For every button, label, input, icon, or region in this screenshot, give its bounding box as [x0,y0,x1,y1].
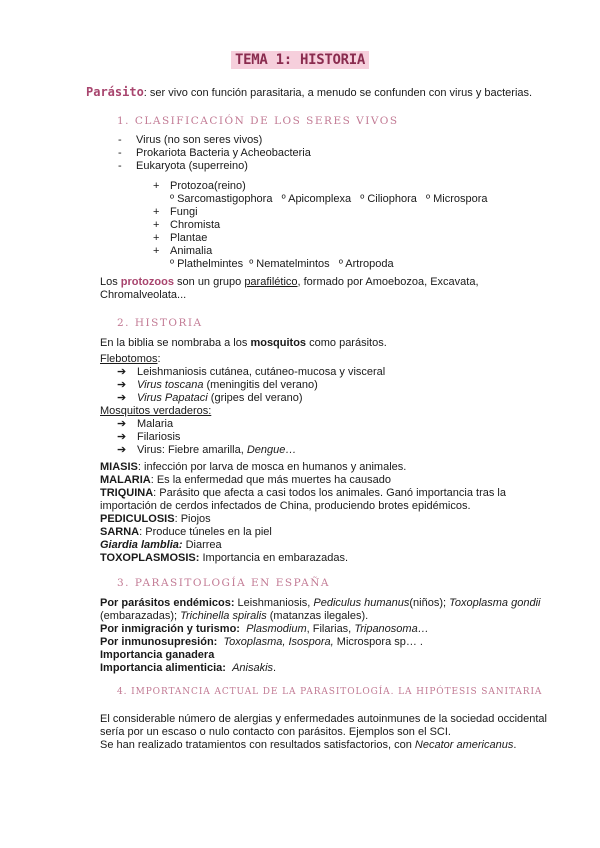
list-item-text: Prokariota Bacteria y Acheobacteria [136,147,311,159]
group-label: º Sarcomastigophora [170,193,273,205]
list-item-text: Animalia [170,245,213,257]
group-label: º Nematelmintos [249,258,330,270]
list-item-text: Eukaryota (superreino) [136,160,248,172]
section-2-heading: 2. HISTORIA [117,317,203,329]
plus-bullet: + [153,232,160,244]
plus-bullet: + [153,206,160,218]
arrow-bullet-icon: ➔ [117,431,127,443]
paragraph: Importancia ganadera [100,649,215,661]
definition: MALARIA: Es la enfermedad que más muertes ha causado [100,474,392,486]
arrow-bullet-icon: ➔ [117,379,127,391]
plus-bullet: + [153,180,160,192]
group-label: º Plathelmintes [170,258,244,270]
list-item: ➔ Virus Papataci (gripes del verano) [117,392,303,404]
paragraph: Chromalveolata... [100,289,187,301]
animalia-groups [170,258,394,271]
list-item: ➔ Leishmaniosis cutánea, cutáneo-mucosa y visceral [117,366,386,378]
definition: Giardia lamblia: Diarrea [100,539,222,551]
group-label: º Ciliophora [360,193,417,205]
dash-bullet: - [118,134,122,146]
plus-bullet: + [153,219,160,231]
paragraph: En la biblia se nombraba a los mosquitos como parásitos. [100,337,387,349]
list-item: ➔ Malaria [117,418,174,430]
list-item: ➔ Virus toscana (meningitis del verano) [117,379,318,391]
protozoa-groups [170,193,488,206]
section-3-heading: 3. PARASITOLOGÍA EN ESPAÑA [117,577,331,589]
arrow-bullet-icon: ➔ [117,444,127,456]
list-item: ➔ Filariosis [117,431,181,443]
dash-bullet: - [118,147,122,159]
plus-bullet: + [153,245,160,257]
group-label: º Microspora [426,193,488,205]
intro-paragraph [86,85,532,100]
list-item [153,232,207,245]
paragraph: sería por un escaso o nulo contacto con parásitos. Ejemplos son el SCI. [100,726,451,738]
list-item [153,245,212,258]
highlight-term: protozoos [120,276,174,288]
arrow-bullet-icon: ➔ [117,392,127,404]
subheading: Mosquitos verdaderos: [100,405,212,417]
list-item-text: Protozoa(reino) [170,180,246,192]
definition: SARNA: Produce túneles en la piel [100,526,272,538]
paragraph: Por parásitos endémicos: Leishmaniosis, Pediculus humanus(niños); Toxoplasma gondii [100,597,541,609]
paragraph: El considerable número de alergias y enfermedades autoinmunes de la sociedad occidental [100,713,547,725]
group-label: º Apicomplexa [281,193,352,205]
definition: TOXOPLASMOSIS: Importancia en embarazadas. [100,552,349,564]
page-title: TEMA 1: HISTORIA [231,51,369,69]
group-label: º Artropoda [338,258,394,270]
title-wrap [0,51,600,69]
paragraph: Importancia alimenticia: Anisakis. [100,662,277,674]
list-item: ➔ Virus: Fiebre amarilla, Dengue… [117,444,297,456]
intro-text: : ser vivo con función parasitaria, a menudo se confunden con virus y bacterias. [143,87,533,99]
list-item [118,134,262,147]
section-4-heading: 4. IMPORTANCIA ACTUAL DE LA PARASITOLOGÍA. LA HIPÓTESIS SANITARIA [117,687,543,697]
arrow-bullet-icon: ➔ [117,366,127,378]
intro-term: Parásito [86,85,144,99]
paragraph: Por inmunosupresión: Toxoplasma, Isospora, Microspora sp… . [100,636,423,648]
subheading: Flebotomos: [100,353,161,365]
definition: importación de cerdos infectados de China, produciendo brotes epidémicos. [100,500,471,512]
definition: PEDICULOSIS: Piojos [100,513,211,525]
paragraph: (embarazadas); Trichinella spiralis (matanzas ilegales). [100,610,369,622]
list-item-text: Virus (no son seres vivos) [136,134,263,146]
paragraph: Los protozoos son un grupo parafilético, formado por Amoebozoa, Excavata, [100,276,479,288]
list-item-text: Plantae [170,232,208,244]
list-item [153,219,220,232]
definition: MIASIS: infección por larva de mosca en humanos y animales. [100,461,407,473]
underlined-term: parafilético [244,276,298,288]
list-item-text: Fungi [170,206,198,218]
section-1-heading: 1. CLASIFICACIÓN DE LOS SERES VIVOS [117,115,399,127]
list-item-text: Chromista [170,219,221,231]
list-item [118,160,248,173]
paragraph: Por inmigración y turismo: Plasmodium, Filarias, Tripanosoma… [100,623,429,635]
list-item [118,147,311,160]
list-item [153,180,246,193]
definition: TRIQUINA: Parásito que afecta a casi todos los animales. Ganó importancia tras la [100,487,506,499]
dash-bullet: - [118,160,122,172]
paragraph: Se han realizado tratamientos con resultados satisfactorios, con Necator americanus. [100,739,517,751]
arrow-bullet-icon: ➔ [117,418,127,430]
list-item [153,206,198,219]
